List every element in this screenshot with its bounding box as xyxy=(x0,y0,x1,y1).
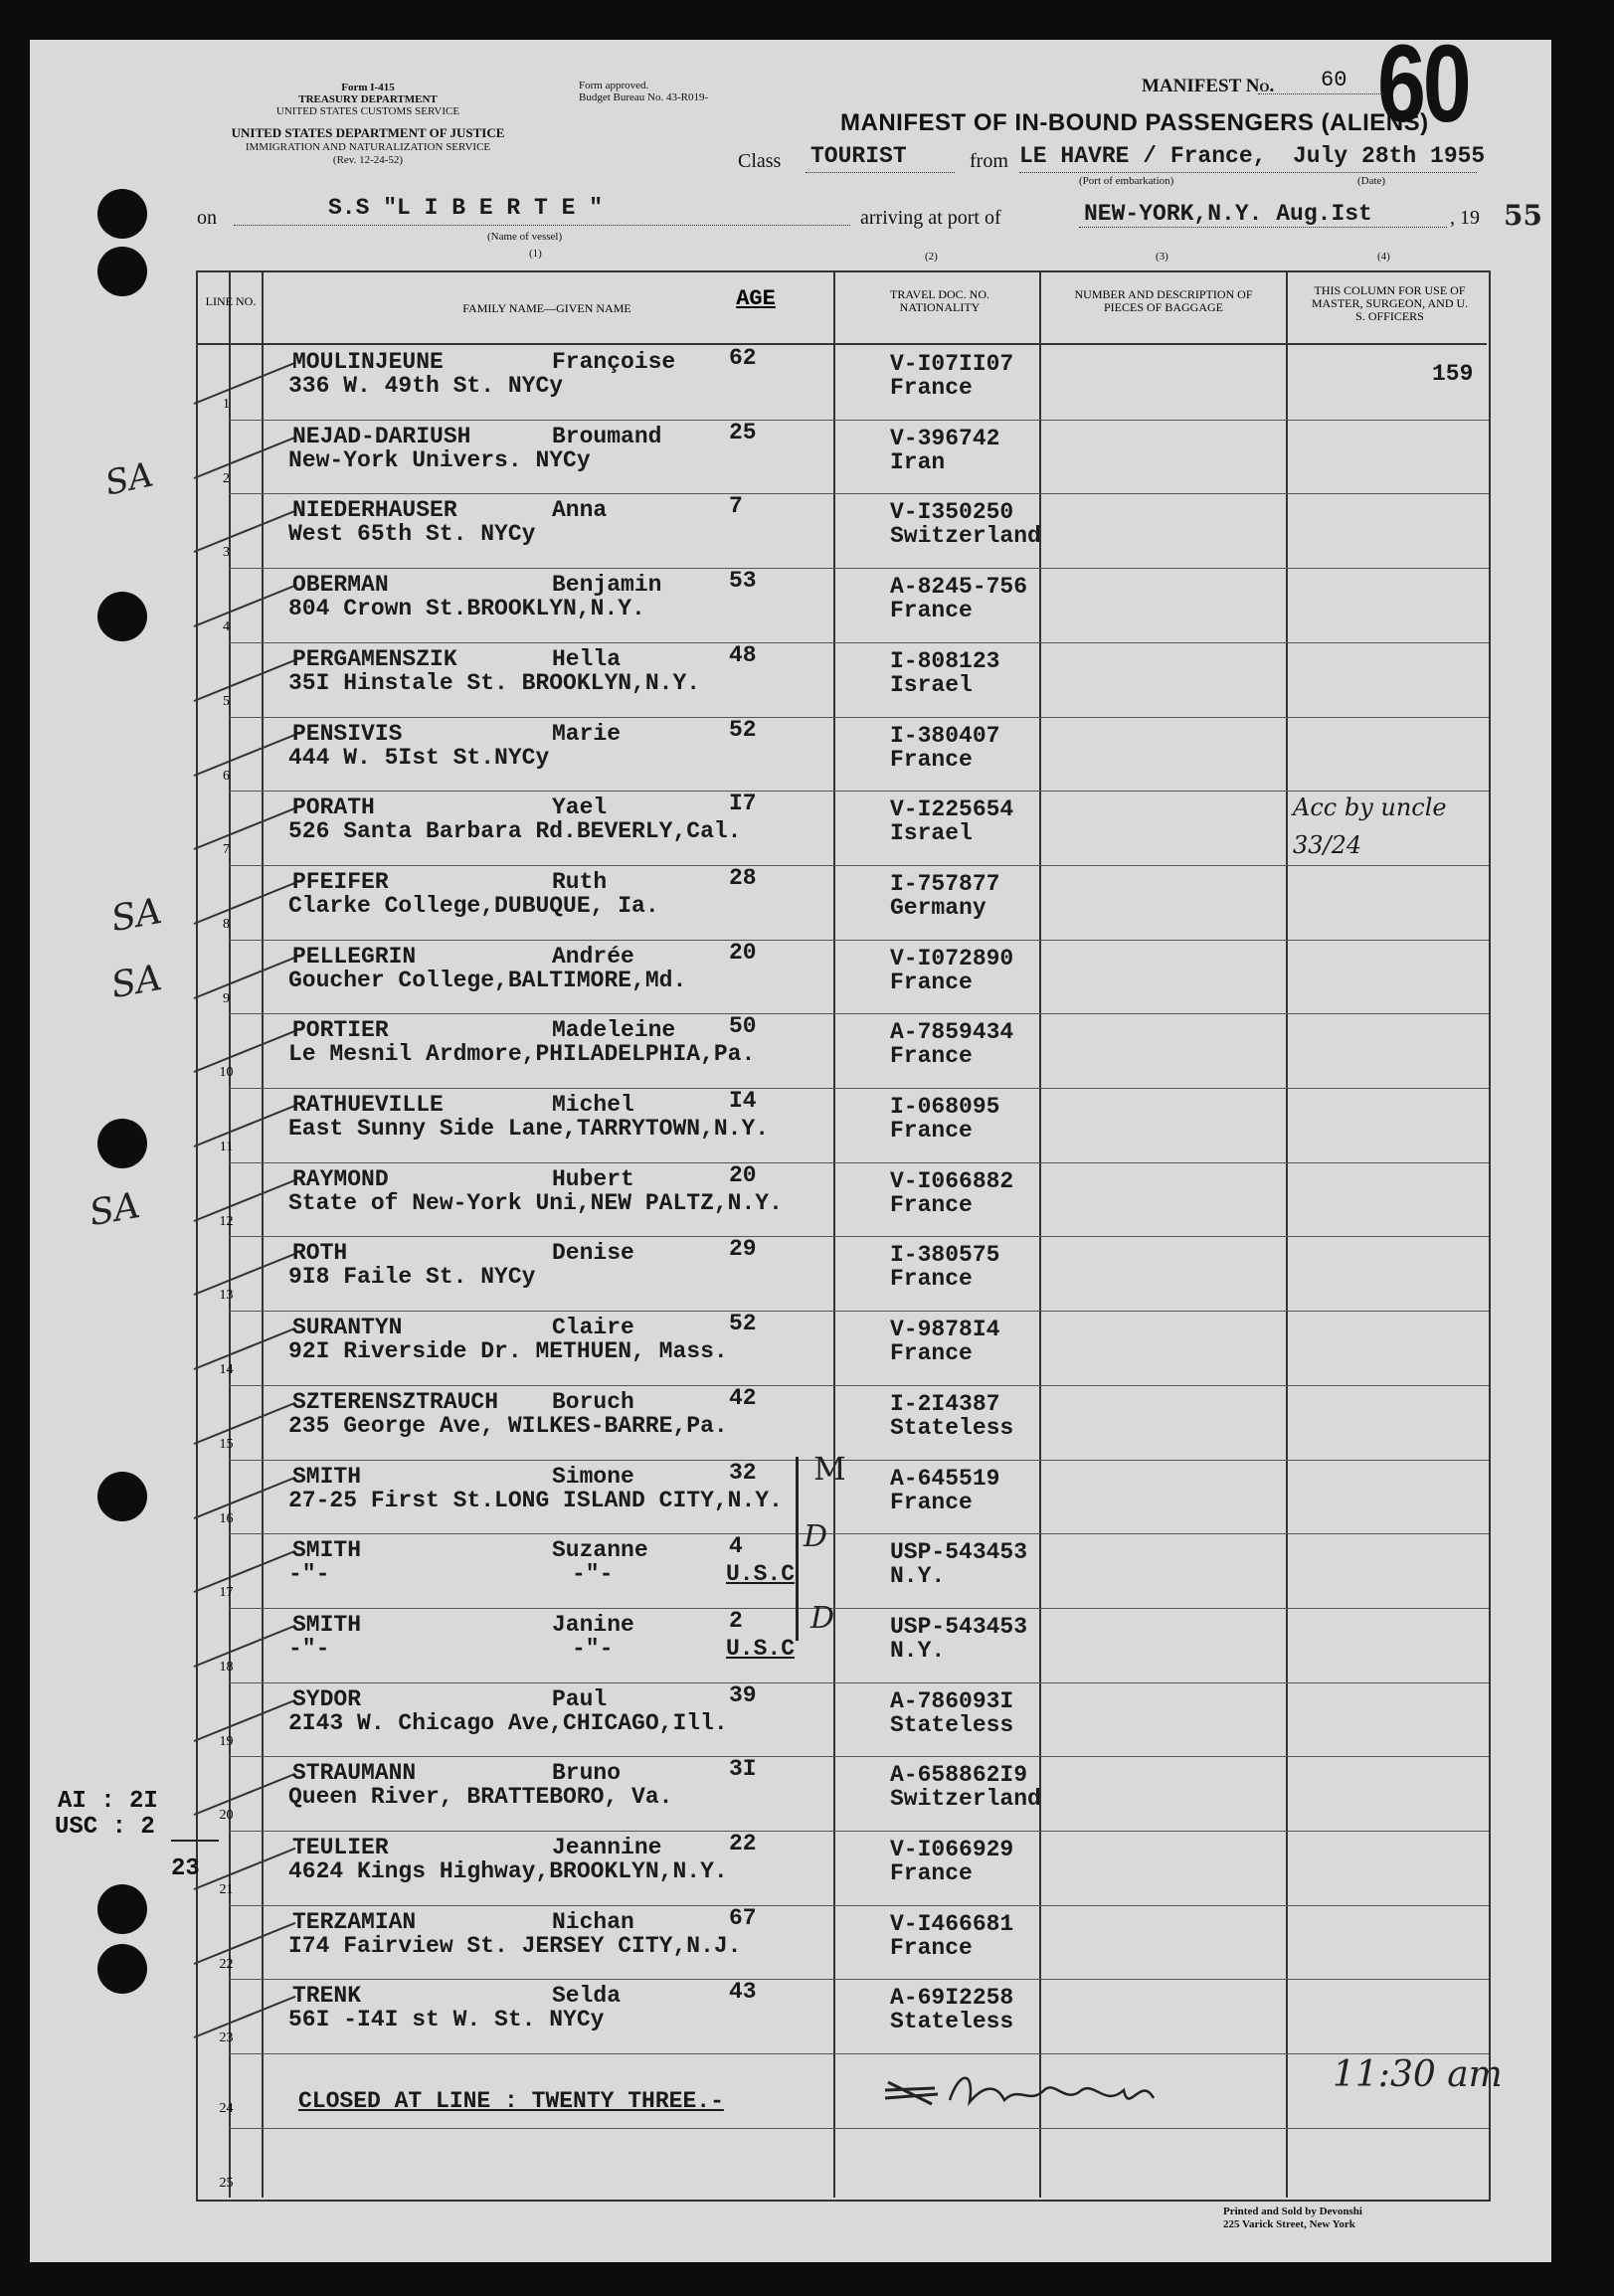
sa-note: SA xyxy=(107,957,165,1007)
passenger-age: 43 xyxy=(729,1979,757,2006)
punch-hole xyxy=(97,1119,147,1168)
passenger-address: -"- xyxy=(288,1561,330,1588)
date-caption: (Date) xyxy=(1357,175,1386,187)
passenger-age: 39 xyxy=(729,1681,757,1708)
travel-document-number: I-380407 xyxy=(890,722,1000,749)
nationality: N.Y. xyxy=(890,1637,946,1664)
passenger-age: 67 xyxy=(729,1904,757,1931)
passenger-age: 20 xyxy=(729,939,757,966)
passenger-address: State of New-York Uni,NEW PALTZ,N.Y. xyxy=(288,1189,783,1216)
travel-document-number: I-808123 xyxy=(890,647,1000,674)
manifest-label: MANIFEST No. xyxy=(1142,76,1275,96)
table-row xyxy=(288,1607,1482,1685)
nationality: France xyxy=(890,375,973,401)
printer-address: 225 Varick Street, New York xyxy=(1223,2218,1355,2230)
travel-document-number: USP-543453 xyxy=(890,1539,1028,1566)
nationality: France xyxy=(890,1118,973,1144)
sa-note: SA xyxy=(86,1184,143,1235)
passenger-surname: RATHUEVILLE xyxy=(292,1092,444,1118)
column-divider xyxy=(262,270,264,2198)
passenger-surname: NIEDERHAUSER xyxy=(292,497,457,524)
passenger-address: 444 W. 5Ist St.NYCy xyxy=(288,744,550,771)
table-row xyxy=(288,345,1482,423)
passenger-age: 2 xyxy=(729,1607,743,1634)
travel-document-number: V-I350250 xyxy=(890,499,1014,526)
passenger-given-name: Michel xyxy=(552,1092,634,1118)
travel-document-number: I-380575 xyxy=(890,1242,1000,1269)
col-age: AGE xyxy=(736,286,776,311)
tally-total: 23 xyxy=(171,1855,200,1882)
col-officers-no: (4) xyxy=(1377,251,1390,263)
vessel-name: S.S "L I B E R T E " xyxy=(328,195,604,221)
passenger-address: Queen River, BRATTEBORO, Va. xyxy=(288,1784,673,1811)
travel-document-number: V-I466681 xyxy=(890,1910,1014,1937)
passenger-address: New-York Univers. NYCy xyxy=(288,446,591,473)
line-number: 15 xyxy=(219,1436,234,1452)
passenger-surname: PORTIER xyxy=(292,1017,389,1044)
nationality: N.Y. xyxy=(890,1563,946,1590)
table-row xyxy=(288,1979,1482,2056)
table-row xyxy=(288,791,1482,868)
class-value: TOURIST xyxy=(810,143,907,169)
passenger-given-name: Marie xyxy=(552,720,622,747)
passenger-age: 48 xyxy=(729,641,757,668)
table-row xyxy=(288,939,1482,1017)
travel-document-number: A-658862I9 xyxy=(890,1762,1028,1789)
passenger-given-name: Madeleine xyxy=(552,1017,676,1044)
table-row xyxy=(288,493,1482,571)
travel-document-number: V-I225654 xyxy=(890,796,1014,823)
passenger-given-name: Nichan xyxy=(552,1908,634,1935)
nationality: France xyxy=(890,1934,973,1961)
passenger-given-name: Jeannine xyxy=(552,1835,662,1860)
signature xyxy=(880,2060,1019,2094)
passenger-age: 52 xyxy=(729,1311,757,1337)
from-underline xyxy=(1019,172,1477,173)
line-number: 5 xyxy=(223,693,230,709)
punch-hole xyxy=(97,189,147,239)
passenger-age: 22 xyxy=(729,1831,757,1856)
table-row xyxy=(288,716,1482,795)
table-row xyxy=(288,1161,1482,1240)
class-underline xyxy=(806,172,955,173)
passenger-address: 35I Hinstale St. BROOKLYN,N.Y. xyxy=(288,669,701,696)
passenger-age: 53 xyxy=(729,568,757,595)
nationality: Iran xyxy=(890,448,946,475)
passenger-address: Le Mesnil Ardmore,PHILADELPHIA,Pa. xyxy=(288,1041,756,1068)
passenger-surname: SMITH xyxy=(292,1611,362,1638)
printer-name: Printed and Sold by Devonshi xyxy=(1223,2206,1362,2217)
line-number: 11 xyxy=(219,1140,234,1154)
passenger-given-name: Selda xyxy=(552,1983,622,2010)
passenger-age: 25 xyxy=(729,419,757,445)
line-number: 8 xyxy=(223,916,230,932)
passenger-age: 20 xyxy=(729,1161,757,1188)
punch-hole xyxy=(97,592,147,641)
form-approved: Form approved. xyxy=(579,80,649,91)
passenger-given-name: Hella xyxy=(552,645,622,672)
punch-hole xyxy=(97,1472,147,1521)
line-number: 3 xyxy=(223,545,230,561)
passenger-address: 92I Riverside Dr. METHUEN, Mass. xyxy=(288,1338,728,1365)
passenger-surname: SMITH xyxy=(292,1463,362,1490)
form-revision: (Rev. 12-24-52) xyxy=(332,154,404,166)
table-row xyxy=(288,641,1482,720)
passenger-address: I74 Fairview St. JERSEY CITY,N.J. xyxy=(288,1932,742,1959)
passenger-given-name: Bruno xyxy=(552,1760,622,1787)
tally-usc: USC : 2 xyxy=(55,1814,155,1841)
table-row xyxy=(288,1904,1482,1983)
manifest-stamp: 60 xyxy=(1377,23,1469,145)
travel-document-number: A-69I2258 xyxy=(890,1985,1014,2012)
line-number: 6 xyxy=(223,768,230,784)
table-row xyxy=(288,1236,1482,1314)
passenger-address-ditto: -"- xyxy=(572,1635,614,1662)
manifest-title: MANIFEST OF IN-BOUND PASSENGERS (ALIENS) xyxy=(840,109,1429,136)
table-row xyxy=(288,1533,1482,1611)
line-number: 9 xyxy=(223,990,230,1006)
col-travel-doc-no: (2) xyxy=(925,251,938,263)
travel-document-number: A-645519 xyxy=(890,1465,1000,1492)
nationality: Switzerland xyxy=(890,523,1041,550)
customs-service: UNITED STATES CUSTOMS SERVICE xyxy=(275,105,460,117)
passenger-given-name: Françoise xyxy=(552,349,676,375)
bracket-mark xyxy=(796,1457,799,1641)
passenger-age: 29 xyxy=(729,1236,757,1263)
passenger-address: East Sunny Side Lane,TARRYTOWN,N.Y. xyxy=(288,1116,770,1142)
nationality: Switzerland xyxy=(890,1786,1041,1813)
nationality: France xyxy=(890,1266,973,1293)
vessel-caption: (Name of vessel) xyxy=(487,231,563,243)
arriving-label: arriving at port of xyxy=(860,207,1001,229)
passenger-surname: MOULINJEUNE xyxy=(292,349,444,375)
passenger-surname: TEULIER xyxy=(292,1835,389,1860)
arrival-port-date: NEW-YORK,N.Y. Aug.Ist xyxy=(1084,201,1372,227)
passenger-given-name: Paul xyxy=(552,1685,608,1712)
table-row xyxy=(288,1831,1482,1908)
departure-date: July 28th 1955 xyxy=(1293,143,1486,169)
travel-document-number: V-396742 xyxy=(890,425,1000,451)
vessel-underline xyxy=(234,225,850,226)
passenger-given-name: Andrée xyxy=(552,943,634,970)
passenger-age: I4 xyxy=(729,1088,757,1114)
nationality: France xyxy=(890,1191,973,1218)
passenger-given-name: Denise xyxy=(552,1240,634,1267)
smith-family-mark: M xyxy=(813,1450,846,1488)
port-of-embarkation: LE HAVRE / France, xyxy=(1019,143,1267,169)
passenger-address: 27-25 First St.LONG ISLAND CITY,N.Y. xyxy=(288,1487,783,1513)
table-row xyxy=(288,864,1482,943)
col-officers: THIS COLUMN FOR USE OF MASTER, SURGEON, AND U. S. OFFICERS xyxy=(1311,283,1469,323)
line-number: 17 xyxy=(219,1585,234,1601)
passenger-surname: PENSIVIS xyxy=(292,720,403,747)
passenger-address: 2I43 W. Chicago Ave,CHICAGO,Ill. xyxy=(288,1709,728,1736)
passenger-given-name: Boruch xyxy=(552,1388,634,1415)
from-label: from xyxy=(970,150,1008,172)
line-number: 18 xyxy=(219,1659,234,1675)
line-number: 24 xyxy=(219,2101,234,2116)
smith-family-mark: D xyxy=(804,1519,828,1554)
nationality: Stateless xyxy=(890,1414,1014,1441)
line-number: 22 xyxy=(219,1956,234,1972)
travel-document-number: I-2I4387 xyxy=(890,1390,1000,1417)
passenger-address: -"- xyxy=(288,1635,330,1662)
table-row xyxy=(288,1459,1482,1537)
nationality: France xyxy=(890,746,973,773)
travel-document-number: A-786093I xyxy=(890,1687,1014,1714)
nationality: France xyxy=(890,598,973,624)
line-number: 25 xyxy=(219,2176,234,2191)
line-number: 20 xyxy=(219,1808,234,1824)
line-number: 21 xyxy=(219,1882,234,1897)
passenger-surname: PORATH xyxy=(292,795,375,821)
passenger-surname: TERZAMIAN xyxy=(292,1908,417,1935)
line-number: 7 xyxy=(223,842,230,858)
passenger-age: 3I xyxy=(729,1756,757,1783)
nationality: France xyxy=(890,1860,973,1886)
nationality: France xyxy=(890,1340,973,1367)
port-caption: (Port of embarkation) xyxy=(1079,175,1174,187)
passenger-address: Goucher College,BALTIMORE,Md. xyxy=(288,967,687,993)
passenger-address: 336 W. 49th St. NYCy xyxy=(288,373,564,399)
nationality: France xyxy=(890,1489,973,1515)
nationality: Germany xyxy=(890,894,986,921)
tally-aliens: AI : 2I xyxy=(58,1788,158,1815)
passenger-surname: SZTERENSZTRAUCH xyxy=(292,1388,499,1415)
row-rule xyxy=(229,2128,1489,2129)
line-number: 4 xyxy=(223,619,230,635)
nationality: France xyxy=(890,1043,973,1070)
col-line-no: LINE NO. xyxy=(205,294,257,308)
passenger-surname: SYDOR xyxy=(292,1685,362,1712)
passenger-address: 235 George Ave, WILKES-BARRE,Pa. xyxy=(288,1412,728,1439)
passenger-surname: SMITH xyxy=(292,1537,362,1564)
line-number: 23 xyxy=(219,2031,234,2046)
closing-time: 11:30 am xyxy=(1333,2054,1503,2095)
line-number: 1 xyxy=(223,397,230,412)
manifest-number: 60 xyxy=(1321,68,1347,92)
passenger-given-name: Yael xyxy=(552,795,608,821)
passenger-age: 32 xyxy=(729,1459,757,1486)
nationality: Stateless xyxy=(890,1711,1014,1738)
officer-note: Acc by uncle 33/24 xyxy=(1293,794,1447,860)
passenger-surname: STRAUMANN xyxy=(292,1760,417,1787)
col-travel-doc: TRAVEL DOC. NO. NATIONALITY xyxy=(889,287,989,314)
passenger-address: 526 Santa Barbara Rd.BEVERLY,Cal. xyxy=(288,818,742,845)
justice-dept: UNITED STATES DEPARTMENT OF JUSTICE xyxy=(231,125,505,140)
on-label: on xyxy=(197,207,217,229)
passenger-surname: PFEIFER xyxy=(292,868,389,895)
passenger-address: Clarke College,DUBUQUE, Ia. xyxy=(288,892,659,919)
arriving-underline xyxy=(1079,227,1447,228)
year-value: 55 xyxy=(1504,199,1542,232)
passenger-given-name: Suzanne xyxy=(552,1537,648,1564)
passenger-given-name: Claire xyxy=(552,1315,634,1341)
passenger-age: 28 xyxy=(729,864,757,891)
travel-document-number: V-I066882 xyxy=(890,1167,1014,1194)
officer-note: 159 xyxy=(1432,361,1474,387)
passenger-age: 7 xyxy=(729,493,743,520)
line-number: 12 xyxy=(219,1213,234,1229)
passenger-given-name: Janine xyxy=(552,1611,634,1638)
passenger-surname: TRENK xyxy=(292,1983,362,2010)
passenger-surname: PERGAMENSZIK xyxy=(292,645,457,672)
line-number: 10 xyxy=(219,1065,234,1081)
table-row xyxy=(288,568,1482,645)
travel-document-number: USP-543453 xyxy=(890,1613,1028,1640)
line-number: 14 xyxy=(219,1362,234,1378)
passenger-address: 9I8 Faile St. NYCy xyxy=(288,1264,536,1291)
line-number: 16 xyxy=(219,1510,234,1526)
table-row xyxy=(288,1681,1482,1760)
citizenship-status: U.S.C xyxy=(726,1635,796,1662)
passenger-given-name: Hubert xyxy=(552,1165,634,1192)
travel-document-number: V-I072890 xyxy=(890,945,1014,971)
budget-bureau: Budget Bureau No. 43-R019- xyxy=(579,91,709,103)
citizenship-status: U.S.C xyxy=(726,1561,796,1588)
passenger-address: 4624 Kings Highway,BROOKLYN,N.Y. xyxy=(288,1858,728,1884)
passenger-given-name: Benjamin xyxy=(552,572,662,599)
passenger-address: 804 Crown St.BROOKLYN,N.Y. xyxy=(288,596,645,622)
table-row xyxy=(288,1756,1482,1834)
passenger-surname: OBERMAN xyxy=(292,572,389,599)
tally-rule xyxy=(171,1840,219,1842)
table-row xyxy=(288,419,1482,497)
table-row xyxy=(288,1311,1482,1388)
line-number: 19 xyxy=(219,1733,234,1749)
travel-document-number: V-9878I4 xyxy=(890,1317,1000,1343)
header-rule xyxy=(196,343,1487,345)
punch-hole xyxy=(97,247,147,296)
nationality: Stateless xyxy=(890,2009,1014,2035)
manifest-number-line xyxy=(1258,93,1387,94)
line-number: 2 xyxy=(223,470,230,486)
passenger-surname: RAYMOND xyxy=(292,1165,389,1192)
col-baggage-no: (3) xyxy=(1156,251,1168,263)
sa-note: SA xyxy=(101,454,157,504)
travel-document-number: V-I066929 xyxy=(890,1837,1014,1862)
nationality: Israel xyxy=(890,671,973,698)
travel-document-number: I-757877 xyxy=(890,870,1000,897)
table-row xyxy=(288,1013,1482,1091)
passenger-surname: ROTH xyxy=(292,1240,348,1267)
col-family-name: FAMILY NAME—GIVEN NAME xyxy=(462,301,631,315)
table-row xyxy=(288,1088,1482,1165)
travel-document-number: V-I07II07 xyxy=(890,351,1014,377)
travel-document-number: A-7859434 xyxy=(890,1019,1014,1046)
travel-document-number: I-068095 xyxy=(890,1094,1000,1120)
passenger-surname: SURANTYN xyxy=(292,1315,403,1341)
closing-statement: CLOSED AT LINE : TWENTY THREE.- xyxy=(298,2088,724,2114)
class-label: Class xyxy=(738,150,782,172)
smith-family-mark: D xyxy=(810,1601,835,1636)
nationality: France xyxy=(890,969,973,995)
passenger-age: 62 xyxy=(729,345,757,371)
table-row xyxy=(288,1384,1482,1463)
passenger-given-name: Anna xyxy=(552,497,608,524)
passenger-given-name: Broumand xyxy=(552,423,662,449)
passenger-address: 56I -I4I st W. St. NYCy xyxy=(288,2007,605,2033)
year-prefix: , 19 xyxy=(1450,207,1480,229)
vessel-column-number: (1) xyxy=(529,248,542,260)
sa-note: SA xyxy=(107,890,165,941)
punch-hole xyxy=(97,1944,147,1994)
passenger-address: West 65th St. NYCy xyxy=(288,521,536,548)
passenger-age: 50 xyxy=(729,1013,757,1040)
nationality: Israel xyxy=(890,820,973,847)
punch-hole xyxy=(97,1884,147,1934)
passenger-given-name: Simone xyxy=(552,1463,634,1490)
immigration-service: IMMIGRATION AND NATURALIZATION SERVICE xyxy=(245,141,491,153)
passenger-age: 4 xyxy=(729,1533,743,1560)
col-baggage: NUMBER AND DESCRIPTION OF PIECES OF BAGGAGE xyxy=(1074,287,1253,314)
form-number: Form I-415 xyxy=(341,82,395,93)
travel-document-number: A-8245-756 xyxy=(890,574,1028,601)
treasury-dept: TREASURY DEPARTMENT xyxy=(298,93,438,105)
passenger-age: 42 xyxy=(729,1384,757,1411)
passenger-surname: NEJAD-DARIUSH xyxy=(292,423,471,449)
passenger-age: 52 xyxy=(729,716,757,743)
passenger-age: I7 xyxy=(729,791,757,817)
passenger-given-name: Ruth xyxy=(552,868,608,895)
passenger-address-ditto: -"- xyxy=(572,1561,614,1588)
line-number: 13 xyxy=(219,1288,234,1304)
passenger-surname: PELLEGRIN xyxy=(292,943,417,970)
